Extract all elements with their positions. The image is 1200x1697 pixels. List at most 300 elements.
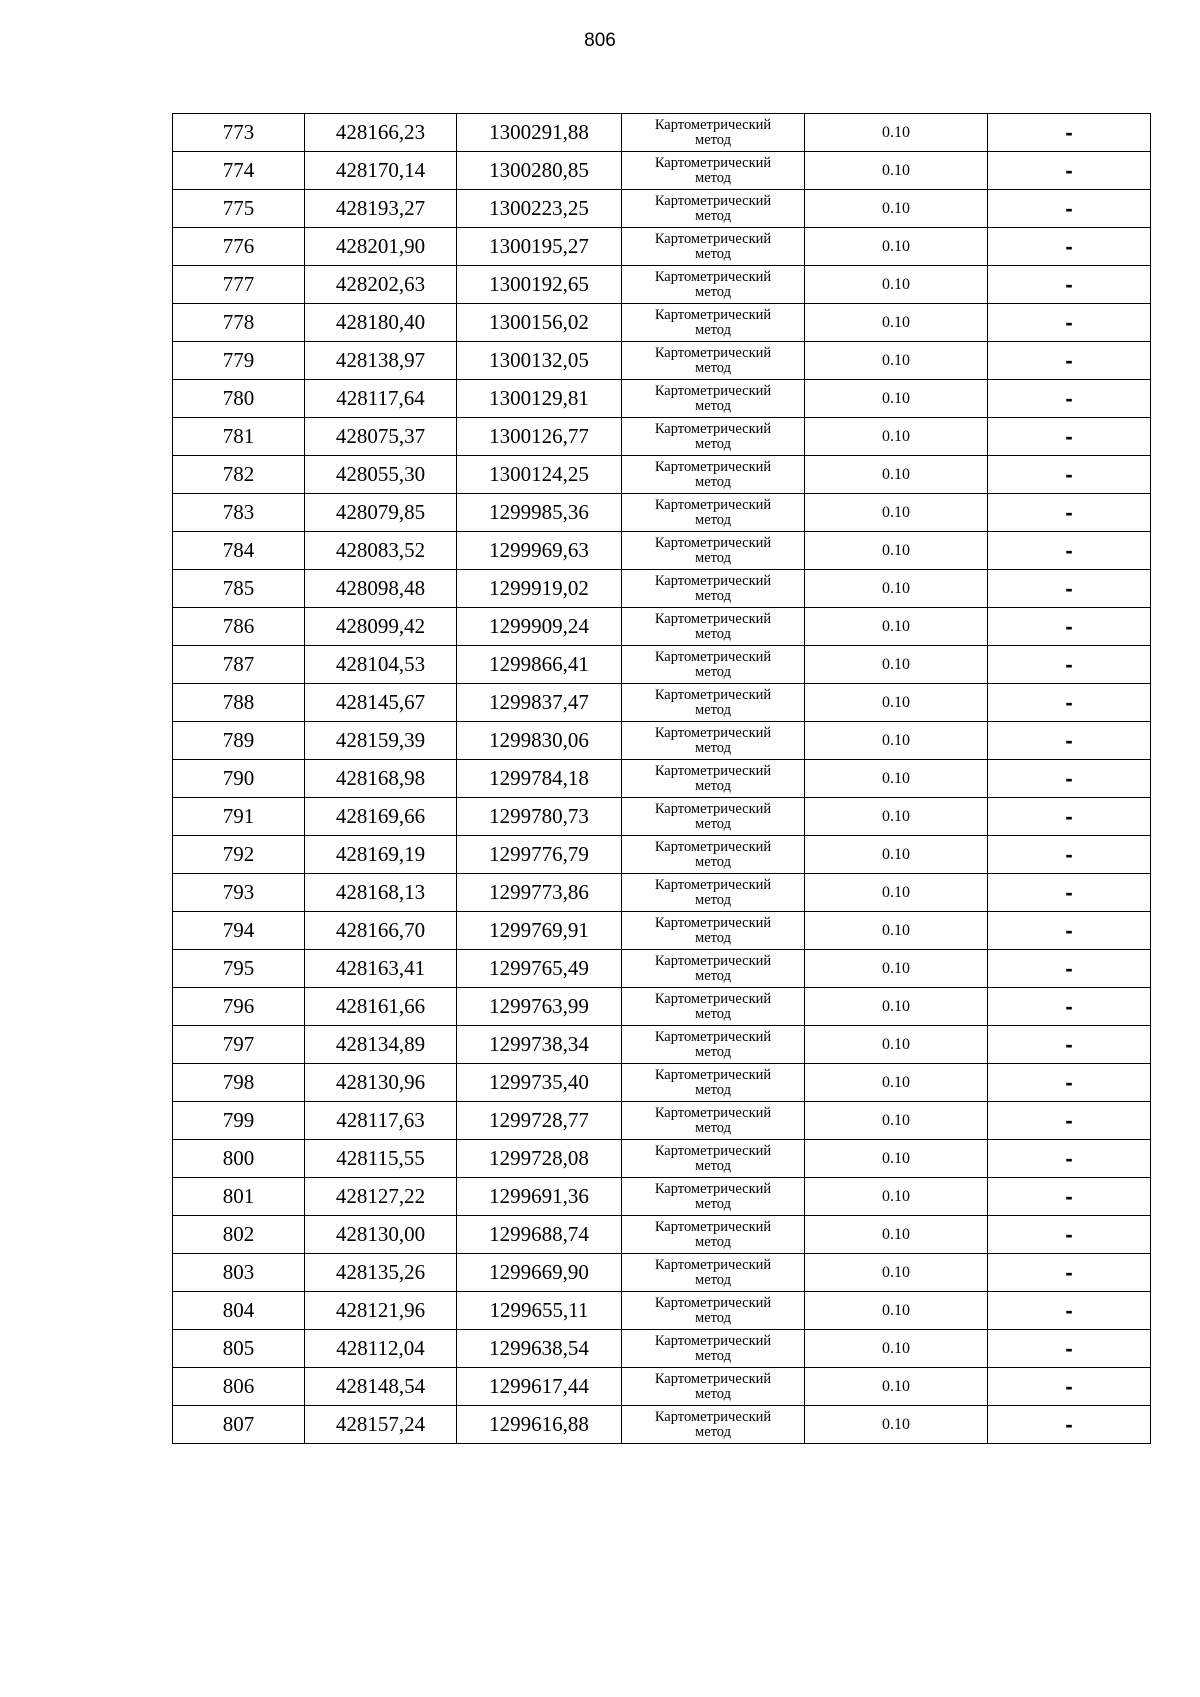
- table-row: [173, 532, 1151, 570]
- y-coordinate-cell: 1299638,54: [457, 1330, 622, 1368]
- point-number-cell: 803: [173, 1254, 305, 1292]
- method-cell: [622, 1140, 805, 1178]
- method-label-line2: метод: [695, 1271, 731, 1288]
- table-row: [173, 608, 1151, 646]
- method-label-line2: метод: [695, 549, 731, 566]
- method-label-line2: метод: [695, 967, 731, 984]
- point-number-cell: 788: [173, 684, 305, 722]
- method-cell: [622, 760, 805, 798]
- description-cell: -: [988, 304, 1151, 342]
- table-row: [173, 342, 1151, 380]
- x-coordinate-cell: 428159,39: [305, 722, 457, 760]
- method-label-line1: Картометрический: [654, 1104, 772, 1121]
- x-coordinate-cell: 428055,30: [305, 456, 457, 494]
- x-coordinate-cell: 428104,53: [305, 646, 457, 684]
- x-coordinate-cell: 428121,96: [305, 1292, 457, 1330]
- x-coordinate-cell: 428161,66: [305, 988, 457, 1026]
- y-coordinate-cell: 1300291,88: [457, 114, 622, 152]
- y-coordinate-cell: 1299985,36: [457, 494, 622, 532]
- method-cell: [622, 380, 805, 418]
- point-number-cell: 786: [173, 608, 305, 646]
- table-row: [173, 836, 1151, 874]
- method-label-line2: метод: [695, 207, 731, 224]
- method-label-line1: Картометрический: [654, 610, 772, 627]
- y-coordinate-cell: 1300132,05: [457, 342, 622, 380]
- accuracy-cell: 0.10: [805, 684, 988, 722]
- method-label-line1: Картометрический: [654, 990, 772, 1007]
- description-cell: -: [988, 722, 1151, 760]
- method-label-line2: метод: [695, 1347, 731, 1364]
- method-cell: [622, 114, 805, 152]
- table-row: [173, 266, 1151, 304]
- method-label-line2: метод: [695, 169, 731, 186]
- x-coordinate-cell: 428145,67: [305, 684, 457, 722]
- method-label-line1: Картометрический: [654, 458, 772, 475]
- y-coordinate-cell: 1299669,90: [457, 1254, 622, 1292]
- description-cell: -: [988, 684, 1151, 722]
- y-coordinate-cell: 1299866,41: [457, 646, 622, 684]
- accuracy-cell: 0.10: [805, 1254, 988, 1292]
- point-number-cell: 807: [173, 1406, 305, 1444]
- accuracy-cell: 0.10: [805, 1026, 988, 1064]
- method-label-line1: Картометрический: [654, 914, 772, 931]
- method-label-line2: метод: [695, 701, 731, 718]
- x-coordinate-cell: 428099,42: [305, 608, 457, 646]
- accuracy-cell: 0.10: [805, 950, 988, 988]
- y-coordinate-cell: 1299691,36: [457, 1178, 622, 1216]
- x-coordinate-cell: 428201,90: [305, 228, 457, 266]
- method-cell: [622, 722, 805, 760]
- page-number: 806: [584, 30, 616, 51]
- method-label-line1: Картометрический: [654, 1180, 772, 1197]
- method-label-line1: Картометрический: [654, 1332, 772, 1349]
- x-coordinate-cell: 428098,48: [305, 570, 457, 608]
- accuracy-cell: 0.10: [805, 114, 988, 152]
- accuracy-cell: 0.10: [805, 342, 988, 380]
- method-label-line2: метод: [695, 1385, 731, 1402]
- x-coordinate-cell: 428075,37: [305, 418, 457, 456]
- y-coordinate-cell: 1299735,40: [457, 1064, 622, 1102]
- accuracy-cell: 0.10: [805, 912, 988, 950]
- accuracy-cell: 0.10: [805, 760, 988, 798]
- x-coordinate-cell: 428169,19: [305, 836, 457, 874]
- table-row: [173, 380, 1151, 418]
- y-coordinate-cell: 1300129,81: [457, 380, 622, 418]
- method-label-line1: Картометрический: [654, 534, 772, 551]
- table-row: [173, 190, 1151, 228]
- description-cell: -: [988, 190, 1151, 228]
- accuracy-cell: 0.10: [805, 988, 988, 1026]
- point-number-cell: 799: [173, 1102, 305, 1140]
- method-cell: [622, 152, 805, 190]
- y-coordinate-cell: 1299919,02: [457, 570, 622, 608]
- method-label-line1: Картометрический: [654, 1256, 772, 1273]
- point-number-cell: 794: [173, 912, 305, 950]
- description-cell: -: [988, 836, 1151, 874]
- table-row: [173, 722, 1151, 760]
- point-number-cell: 773: [173, 114, 305, 152]
- y-coordinate-cell: 1299728,08: [457, 1140, 622, 1178]
- y-coordinate-cell: 1299784,18: [457, 760, 622, 798]
- x-coordinate-cell: 428079,85: [305, 494, 457, 532]
- accuracy-cell: 0.10: [805, 1216, 988, 1254]
- description-cell: -: [988, 342, 1151, 380]
- table-row: [173, 1292, 1151, 1330]
- point-number-cell: 801: [173, 1178, 305, 1216]
- table-row: [173, 798, 1151, 836]
- y-coordinate-cell: 1299780,73: [457, 798, 622, 836]
- method-label-line2: метод: [695, 587, 731, 604]
- accuracy-cell: 0.10: [805, 1368, 988, 1406]
- description-cell: -: [988, 418, 1151, 456]
- accuracy-cell: 0.10: [805, 190, 988, 228]
- method-label-line1: Картометрический: [654, 1066, 772, 1083]
- accuracy-cell: 0.10: [805, 874, 988, 912]
- point-number-cell: 789: [173, 722, 305, 760]
- description-cell: -: [988, 1368, 1151, 1406]
- accuracy-cell: 0.10: [805, 1406, 988, 1444]
- method-label-line1: Картометрический: [654, 952, 772, 969]
- y-coordinate-cell: 1299830,06: [457, 722, 622, 760]
- x-coordinate-cell: 428134,89: [305, 1026, 457, 1064]
- x-coordinate-cell: 428130,00: [305, 1216, 457, 1254]
- method-cell: [622, 342, 805, 380]
- y-coordinate-cell: 1299688,74: [457, 1216, 622, 1254]
- y-coordinate-cell: 1300280,85: [457, 152, 622, 190]
- y-coordinate-cell: 1299769,91: [457, 912, 622, 950]
- method-label-line2: метод: [695, 663, 731, 680]
- x-coordinate-cell: 428193,27: [305, 190, 457, 228]
- accuracy-cell: 0.10: [805, 798, 988, 836]
- table-row: [173, 760, 1151, 798]
- y-coordinate-cell: 1299776,79: [457, 836, 622, 874]
- method-label-line2: метод: [695, 1309, 731, 1326]
- method-label-line2: метод: [695, 1005, 731, 1022]
- table-row: [173, 570, 1151, 608]
- x-coordinate-cell: 428180,40: [305, 304, 457, 342]
- method-cell: [622, 1254, 805, 1292]
- point-number-cell: 784: [173, 532, 305, 570]
- accuracy-cell: 0.10: [805, 1140, 988, 1178]
- method-label-line2: метод: [695, 397, 731, 414]
- method-cell: [622, 1330, 805, 1368]
- method-label-line1: Картометрический: [654, 838, 772, 855]
- x-coordinate-cell: 428130,96: [305, 1064, 457, 1102]
- method-label-line1: Картометрический: [654, 382, 772, 399]
- table-row: [173, 114, 1151, 152]
- accuracy-cell: 0.10: [805, 722, 988, 760]
- description-cell: -: [988, 456, 1151, 494]
- method-label-line1: Картометрический: [654, 762, 772, 779]
- method-cell: [622, 532, 805, 570]
- y-coordinate-cell: 1299617,44: [457, 1368, 622, 1406]
- y-coordinate-cell: 1299738,34: [457, 1026, 622, 1064]
- method-cell: [622, 1406, 805, 1444]
- accuracy-cell: 0.10: [805, 456, 988, 494]
- table-row: [173, 912, 1151, 950]
- point-number-cell: 805: [173, 1330, 305, 1368]
- point-number-cell: 802: [173, 1216, 305, 1254]
- description-cell: -: [988, 798, 1151, 836]
- point-number-cell: 796: [173, 988, 305, 1026]
- x-coordinate-cell: 428115,55: [305, 1140, 457, 1178]
- method-cell: [622, 836, 805, 874]
- accuracy-cell: 0.10: [805, 228, 988, 266]
- x-coordinate-cell: 428127,22: [305, 1178, 457, 1216]
- description-cell: -: [988, 950, 1151, 988]
- method-cell: [622, 190, 805, 228]
- table-row: [173, 152, 1151, 190]
- accuracy-cell: 0.10: [805, 1064, 988, 1102]
- x-coordinate-cell: 428148,54: [305, 1368, 457, 1406]
- method-label-line1: Картометрический: [654, 686, 772, 703]
- method-label-line2: метод: [695, 1081, 731, 1098]
- table-row: [173, 1216, 1151, 1254]
- description-cell: -: [988, 1406, 1151, 1444]
- table-row: [173, 228, 1151, 266]
- description-cell: -: [988, 912, 1151, 950]
- description-cell: -: [988, 1178, 1151, 1216]
- accuracy-cell: 0.10: [805, 1330, 988, 1368]
- method-cell: [622, 570, 805, 608]
- method-cell: [622, 456, 805, 494]
- method-cell: [622, 228, 805, 266]
- accuracy-cell: 0.10: [805, 1292, 988, 1330]
- method-cell: [622, 1064, 805, 1102]
- table-row: [173, 456, 1151, 494]
- table-row: [173, 988, 1151, 1026]
- y-coordinate-cell: 1299837,47: [457, 684, 622, 722]
- method-label-line2: метод: [695, 625, 731, 642]
- accuracy-cell: 0.10: [805, 380, 988, 418]
- x-coordinate-cell: 428112,04: [305, 1330, 457, 1368]
- method-cell: [622, 988, 805, 1026]
- table-row: [173, 1330, 1151, 1368]
- method-label-line1: Картометрический: [654, 306, 772, 323]
- description-cell: -: [988, 266, 1151, 304]
- table-row: [173, 1026, 1151, 1064]
- method-cell: [622, 1026, 805, 1064]
- method-cell: [622, 1216, 805, 1254]
- method-label-line2: метод: [695, 815, 731, 832]
- x-coordinate-cell: 428083,52: [305, 532, 457, 570]
- description-cell: -: [988, 1330, 1151, 1368]
- method-label-line2: метод: [695, 1119, 731, 1136]
- description-cell: -: [988, 1292, 1151, 1330]
- point-number-cell: 779: [173, 342, 305, 380]
- point-number-cell: 774: [173, 152, 305, 190]
- accuracy-cell: 0.10: [805, 152, 988, 190]
- y-coordinate-cell: 1300195,27: [457, 228, 622, 266]
- table-row: [173, 304, 1151, 342]
- method-label-line2: метод: [695, 283, 731, 300]
- x-coordinate-cell: 428117,64: [305, 380, 457, 418]
- y-coordinate-cell: 1300124,25: [457, 456, 622, 494]
- point-number-cell: 777: [173, 266, 305, 304]
- method-label-line1: Картометрический: [654, 1294, 772, 1311]
- x-coordinate-cell: 428169,66: [305, 798, 457, 836]
- description-cell: -: [988, 228, 1151, 266]
- method-cell: [622, 1102, 805, 1140]
- method-label-line2: метод: [695, 511, 731, 528]
- method-label-line2: метод: [695, 853, 731, 870]
- method-label-line1: Картометрический: [654, 1370, 772, 1387]
- description-cell: -: [988, 1140, 1151, 1178]
- method-cell: [622, 950, 805, 988]
- method-cell: [622, 798, 805, 836]
- x-coordinate-cell: 428166,23: [305, 114, 457, 152]
- method-label-line2: метод: [695, 777, 731, 794]
- method-cell: [622, 912, 805, 950]
- accuracy-cell: 0.10: [805, 1178, 988, 1216]
- point-number-cell: 797: [173, 1026, 305, 1064]
- x-coordinate-cell: 428170,14: [305, 152, 457, 190]
- x-coordinate-cell: 428166,70: [305, 912, 457, 950]
- x-coordinate-cell: 428117,63: [305, 1102, 457, 1140]
- method-cell: [622, 266, 805, 304]
- description-cell: -: [988, 380, 1151, 418]
- point-number-cell: 804: [173, 1292, 305, 1330]
- description-cell: -: [988, 114, 1151, 152]
- x-coordinate-cell: 428138,97: [305, 342, 457, 380]
- y-coordinate-cell: 1299773,86: [457, 874, 622, 912]
- point-number-cell: 798: [173, 1064, 305, 1102]
- table-row: [173, 646, 1151, 684]
- method-label-line2: метод: [695, 891, 731, 908]
- description-cell: -: [988, 646, 1151, 684]
- table-row: [173, 1368, 1151, 1406]
- method-label-line2: метод: [695, 1157, 731, 1174]
- y-coordinate-cell: 1300156,02: [457, 304, 622, 342]
- y-coordinate-cell: 1299969,63: [457, 532, 622, 570]
- point-number-cell: 790: [173, 760, 305, 798]
- method-cell: [622, 1368, 805, 1406]
- description-cell: -: [988, 570, 1151, 608]
- point-number-cell: 785: [173, 570, 305, 608]
- method-label-line2: метод: [695, 739, 731, 756]
- accuracy-cell: 0.10: [805, 570, 988, 608]
- y-coordinate-cell: 1299728,77: [457, 1102, 622, 1140]
- method-label-line2: метод: [695, 359, 731, 376]
- point-number-cell: 792: [173, 836, 305, 874]
- table-row: [173, 1102, 1151, 1140]
- method-label-line2: метод: [695, 929, 731, 946]
- point-number-cell: 776: [173, 228, 305, 266]
- description-cell: -: [988, 1026, 1151, 1064]
- y-coordinate-cell: 1299765,49: [457, 950, 622, 988]
- method-label-line2: метод: [695, 1423, 731, 1440]
- x-coordinate-cell: 428168,13: [305, 874, 457, 912]
- description-cell: -: [988, 1254, 1151, 1292]
- point-number-cell: 782: [173, 456, 305, 494]
- method-label-line2: метод: [695, 473, 731, 490]
- method-label-line2: метод: [695, 1043, 731, 1060]
- description-cell: -: [988, 1102, 1151, 1140]
- description-cell: -: [988, 532, 1151, 570]
- table-row: [173, 1140, 1151, 1178]
- method-cell: [622, 494, 805, 532]
- method-label-line1: Картометрический: [654, 344, 772, 361]
- point-number-cell: 800: [173, 1140, 305, 1178]
- table-row: [173, 494, 1151, 532]
- accuracy-cell: 0.10: [805, 494, 988, 532]
- point-number-cell: 783: [173, 494, 305, 532]
- y-coordinate-cell: 1299655,11: [457, 1292, 622, 1330]
- method-cell: [622, 418, 805, 456]
- point-number-cell: 775: [173, 190, 305, 228]
- point-number-cell: 787: [173, 646, 305, 684]
- coordinates-table-body: [173, 114, 1151, 1444]
- method-label-line2: метод: [695, 245, 731, 262]
- method-cell: [622, 304, 805, 342]
- table-row: [173, 1254, 1151, 1292]
- method-label-line2: метод: [695, 1195, 731, 1212]
- point-number-cell: 795: [173, 950, 305, 988]
- accuracy-cell: 0.10: [805, 304, 988, 342]
- table-row: [173, 950, 1151, 988]
- y-coordinate-cell: 1300126,77: [457, 418, 622, 456]
- accuracy-cell: 0.10: [805, 1102, 988, 1140]
- table-row: [173, 418, 1151, 456]
- x-coordinate-cell: 428168,98: [305, 760, 457, 798]
- method-label-line1: Картометрический: [654, 230, 772, 247]
- x-coordinate-cell: 428163,41: [305, 950, 457, 988]
- method-cell: [622, 646, 805, 684]
- description-cell: -: [988, 988, 1151, 1026]
- y-coordinate-cell: 1299616,88: [457, 1406, 622, 1444]
- accuracy-cell: 0.10: [805, 418, 988, 456]
- method-label-line1: Картометрический: [654, 1142, 772, 1159]
- method-label-line1: Картометрический: [654, 724, 772, 741]
- method-label-line1: Картометрический: [654, 116, 772, 133]
- coordinates-table: [172, 113, 1151, 1444]
- y-coordinate-cell: 1300192,65: [457, 266, 622, 304]
- description-cell: -: [988, 152, 1151, 190]
- method-label-line1: Картометрический: [654, 648, 772, 665]
- y-coordinate-cell: 1299763,99: [457, 988, 622, 1026]
- accuracy-cell: 0.10: [805, 646, 988, 684]
- method-label-line2: метод: [695, 435, 731, 452]
- accuracy-cell: 0.10: [805, 836, 988, 874]
- point-number-cell: 778: [173, 304, 305, 342]
- method-cell: [622, 608, 805, 646]
- method-label-line1: Картометрический: [654, 268, 772, 285]
- accuracy-cell: 0.10: [805, 266, 988, 304]
- table-row: [173, 874, 1151, 912]
- x-coordinate-cell: 428135,26: [305, 1254, 457, 1292]
- table-row: [173, 1064, 1151, 1102]
- method-label-line1: Картометрический: [654, 1218, 772, 1235]
- method-cell: [622, 874, 805, 912]
- accuracy-cell: 0.10: [805, 532, 988, 570]
- description-cell: -: [988, 1216, 1151, 1254]
- method-label-line2: метод: [695, 1233, 731, 1250]
- table-row: [173, 684, 1151, 722]
- accuracy-cell: 0.10: [805, 608, 988, 646]
- description-cell: -: [988, 874, 1151, 912]
- method-label-line1: Картометрический: [654, 154, 772, 171]
- point-number-cell: 791: [173, 798, 305, 836]
- method-label-line2: метод: [695, 131, 731, 148]
- table-row: [173, 1406, 1151, 1444]
- method-label-line1: Картометрический: [654, 800, 772, 817]
- method-label-line2: метод: [695, 321, 731, 338]
- point-number-cell: 806: [173, 1368, 305, 1406]
- method-label-line1: Картометрический: [654, 1028, 772, 1045]
- description-cell: -: [988, 1064, 1151, 1102]
- table-row: [173, 1178, 1151, 1216]
- description-cell: -: [988, 494, 1151, 532]
